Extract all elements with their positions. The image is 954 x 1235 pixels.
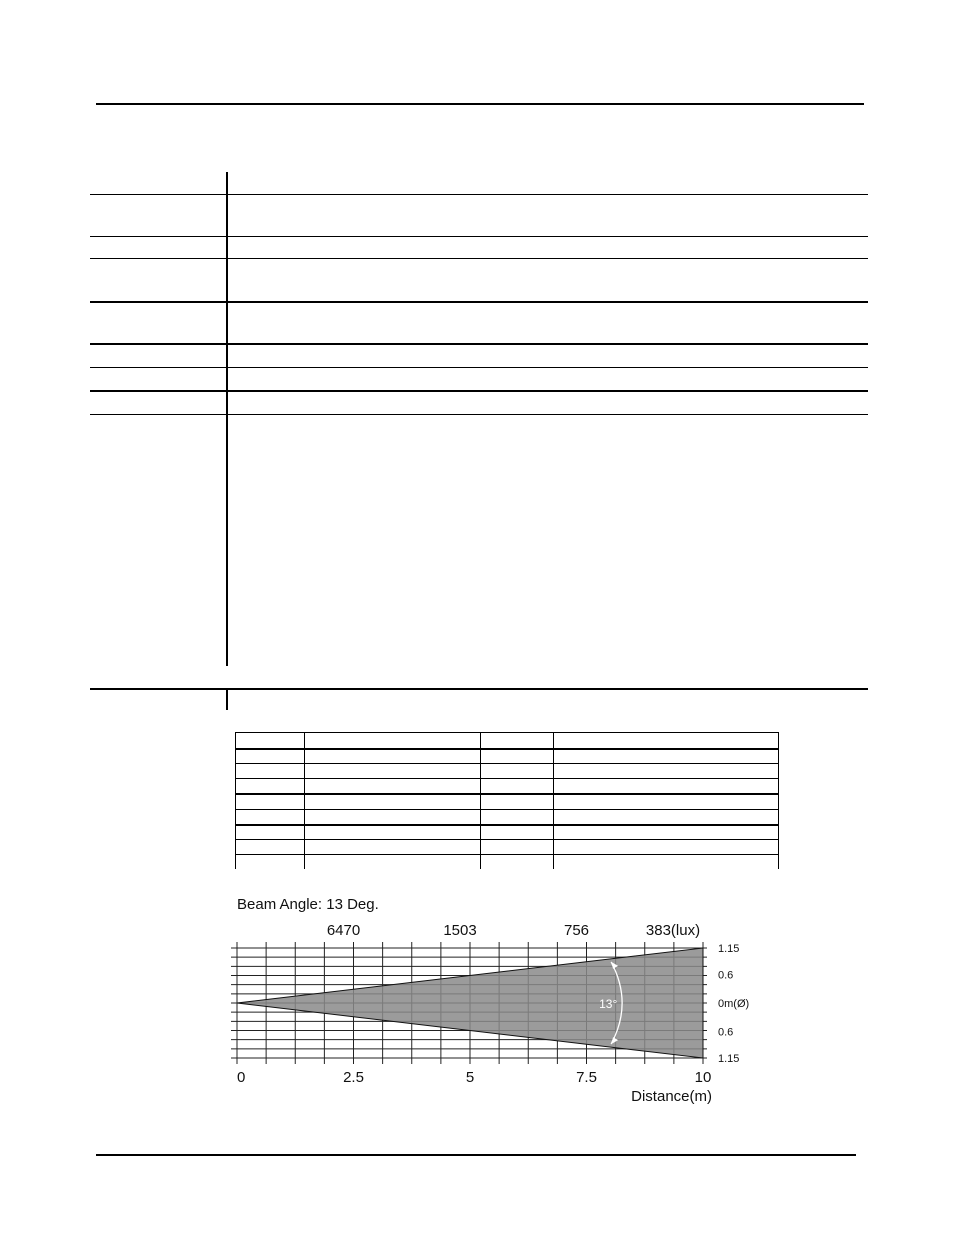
spec-table-row-line	[90, 414, 868, 415]
y-axis-labels	[718, 943, 749, 1065]
spec-table-row-line	[90, 301, 868, 303]
x-tick-label: 0	[237, 1069, 246, 1086]
photometric-table	[235, 732, 779, 869]
y-tick-label: 1.15	[718, 943, 740, 955]
photometric-table-col-line	[778, 732, 779, 869]
y-tick-label: 1.15	[718, 1053, 740, 1065]
spec-table-row-line	[90, 258, 868, 259]
x-tick-label: 7.5	[576, 1069, 597, 1086]
x-axis-label: Distance(m)	[631, 1088, 712, 1105]
lux-value-label: 383(lux)	[645, 922, 701, 939]
photometric-table-row-line	[235, 824, 779, 826]
spec-table-row-line	[90, 343, 868, 345]
photometric-table-row-line	[235, 809, 779, 810]
beam-angle-chart	[228, 890, 768, 1110]
photometric-table-row-line	[235, 839, 779, 840]
x-tick-label: 2.5	[343, 1069, 364, 1086]
lux-value-label: 6470	[326, 922, 361, 939]
y-tick-label: 0.6	[718, 969, 734, 982]
spec-table-row-line	[90, 390, 868, 392]
y-tick-label: 0.6	[718, 1026, 734, 1039]
photometric-table-row-line	[235, 763, 779, 764]
photometric-table-row-line	[235, 854, 779, 855]
footer-rule	[96, 1154, 856, 1156]
photometric-table-col-line	[304, 732, 305, 869]
y-tick-label: 0m(Ø)	[718, 998, 750, 1010]
photometric-table-col-line	[235, 732, 236, 869]
photometric-table-row-line	[235, 793, 779, 795]
x-tick-label: 10	[694, 1069, 712, 1086]
photometric-table-row-line	[235, 748, 779, 750]
header-rule	[96, 103, 864, 105]
specifications-table	[90, 172, 868, 712]
photometric-table-col-line	[553, 732, 554, 869]
spec-table-row-line	[90, 236, 868, 237]
spec-table-column-divider-lower	[226, 690, 228, 710]
photometric-table-row-line	[235, 732, 779, 733]
angle-label: 13°	[599, 997, 618, 1011]
photometric-table-col-line	[480, 732, 481, 869]
lux-labels	[327, 922, 700, 939]
spec-table-column-divider	[226, 172, 228, 666]
lux-value-label: 1503	[443, 922, 477, 939]
chart-title: Beam Angle: 13 Deg.	[237, 896, 379, 913]
spec-table-row-line	[90, 688, 868, 690]
spec-table-row-line	[90, 367, 868, 368]
photometric-table-row-line	[235, 778, 779, 779]
plot-area	[231, 942, 707, 1064]
x-tick-label: 5	[465, 1069, 475, 1086]
lux-value-label: 756	[563, 922, 590, 939]
x-axis-labels	[237, 1069, 711, 1086]
spec-table-row-line	[90, 194, 868, 195]
